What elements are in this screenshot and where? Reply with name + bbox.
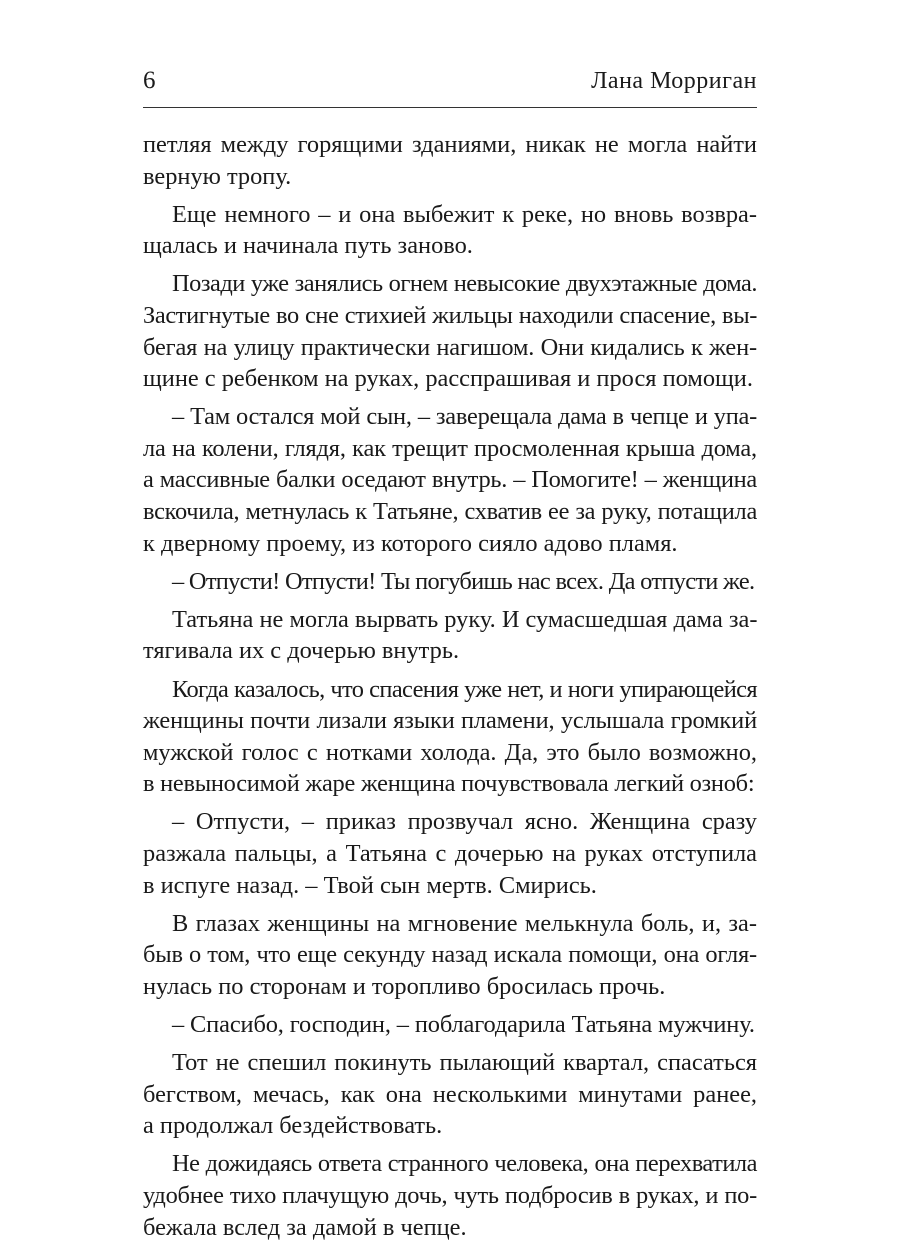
paragraph (143, 199, 757, 262)
text-line: петляя между горящими зданиями, никак не могла найти (143, 131, 757, 158)
paragraph (143, 268, 757, 394)
text-line: В глазах женщины на мгновение мелькнула боль, и, за- (172, 909, 757, 937)
text-line: – Спасибо, господин, – поблагодарила Татьяна мужчину. (172, 1010, 755, 1038)
header-rule (143, 107, 757, 108)
text-line: в испуге назад. – Твой сын мертв. Смирись. (143, 871, 597, 899)
paragraph (143, 674, 757, 800)
text-line: ла на колени, глядя, как трещит просмоленная крыша дома, (143, 434, 757, 462)
paragraph (143, 908, 757, 1003)
paragraph (143, 1047, 757, 1142)
running-header (143, 66, 757, 106)
text-line: – Отпусти, – приказ прозвучал ясно. Женщина сразу (172, 808, 757, 836)
text-line: а массивные балки оседают внутрь. – Помогите! – женщина (143, 466, 757, 494)
text-line: разжала пальцы, а Татьяна с дочерью на руках отступила (143, 839, 757, 867)
text-line: Позади уже занялись огнем невысокие двухэтажные дома. (172, 270, 757, 298)
text-line: в невыносимой жаре женщина почувствовала легкий озноб: (143, 770, 755, 798)
text-line: Когда казалось, что спасения уже нет, и ноги упирающейся (172, 675, 757, 703)
text-line: бегством, мечась, как она несколькими минутами ранее, (143, 1080, 757, 1108)
text-line: – Отпусти! Отпусти! Ты погубишь нас всех. Да отпусти же. (172, 567, 755, 595)
text-line: щалась и начинала путь заново. (143, 232, 473, 260)
paragraph (143, 806, 757, 901)
text-line: Татьяна не могла вырвать руку. И сумасшедшая дама за- (172, 605, 758, 633)
text-line: – Там остался мой сын, – заверещала дама в чепце и упа- (172, 403, 757, 431)
text-line: Не дожидаясь ответа странного человека, она перехватила (172, 1150, 757, 1178)
paragraph (143, 1148, 757, 1243)
text-line: Еще немного – и она выбежит к реке, но вновь возвра- (172, 200, 757, 228)
text-line: бегая на улицу практически нагишом. Они кидались к жен- (143, 333, 757, 361)
text-line: удобнее тихо плачущую дочь, чуть подбросив в руках, и по- (143, 1181, 757, 1209)
paragraph (143, 129, 757, 192)
text-line: вскочила, метнулась к Татьяне, схватив ее за руку, потащила (143, 498, 757, 526)
page-number: 6 (143, 67, 156, 94)
text-line: к дверному проему, из которого сияло адово пламя. (143, 529, 678, 557)
text-line: нулась по сторонам и торопливо бросилась прочь. (143, 972, 666, 1000)
author-name: Лана Морриган (591, 68, 757, 94)
paragraph (143, 566, 757, 598)
text-line: женщины почти лизали языки пламени, услышала громкий (143, 707, 757, 735)
text-line: тягивала их с дочерью внутрь. (143, 637, 460, 665)
text-line: мужской голос с нотками холода. Да, это было возможно, (143, 738, 757, 766)
text-line: Тот не спешил покинуть пылающий квартал, спасаться (172, 1049, 757, 1077)
text-line: верную тропу. (143, 162, 292, 190)
paragraph (143, 401, 757, 559)
paragraph (143, 1009, 757, 1041)
text-line: Застигнутые во сне стихией жильцы находили спасение, вы- (143, 301, 757, 329)
text-line: бежала вслед за дамой в чепце. (143, 1213, 467, 1241)
paragraph (143, 604, 757, 667)
text-line: а продолжал бездействовать. (143, 1112, 443, 1140)
text-line: щине с ребенком на руках, расспрашивая и прося помощи. (143, 365, 753, 393)
text-line: быв о том, что еще секунду назад искала помощи, она огля- (143, 941, 757, 969)
body-text (143, 129, 757, 1250)
